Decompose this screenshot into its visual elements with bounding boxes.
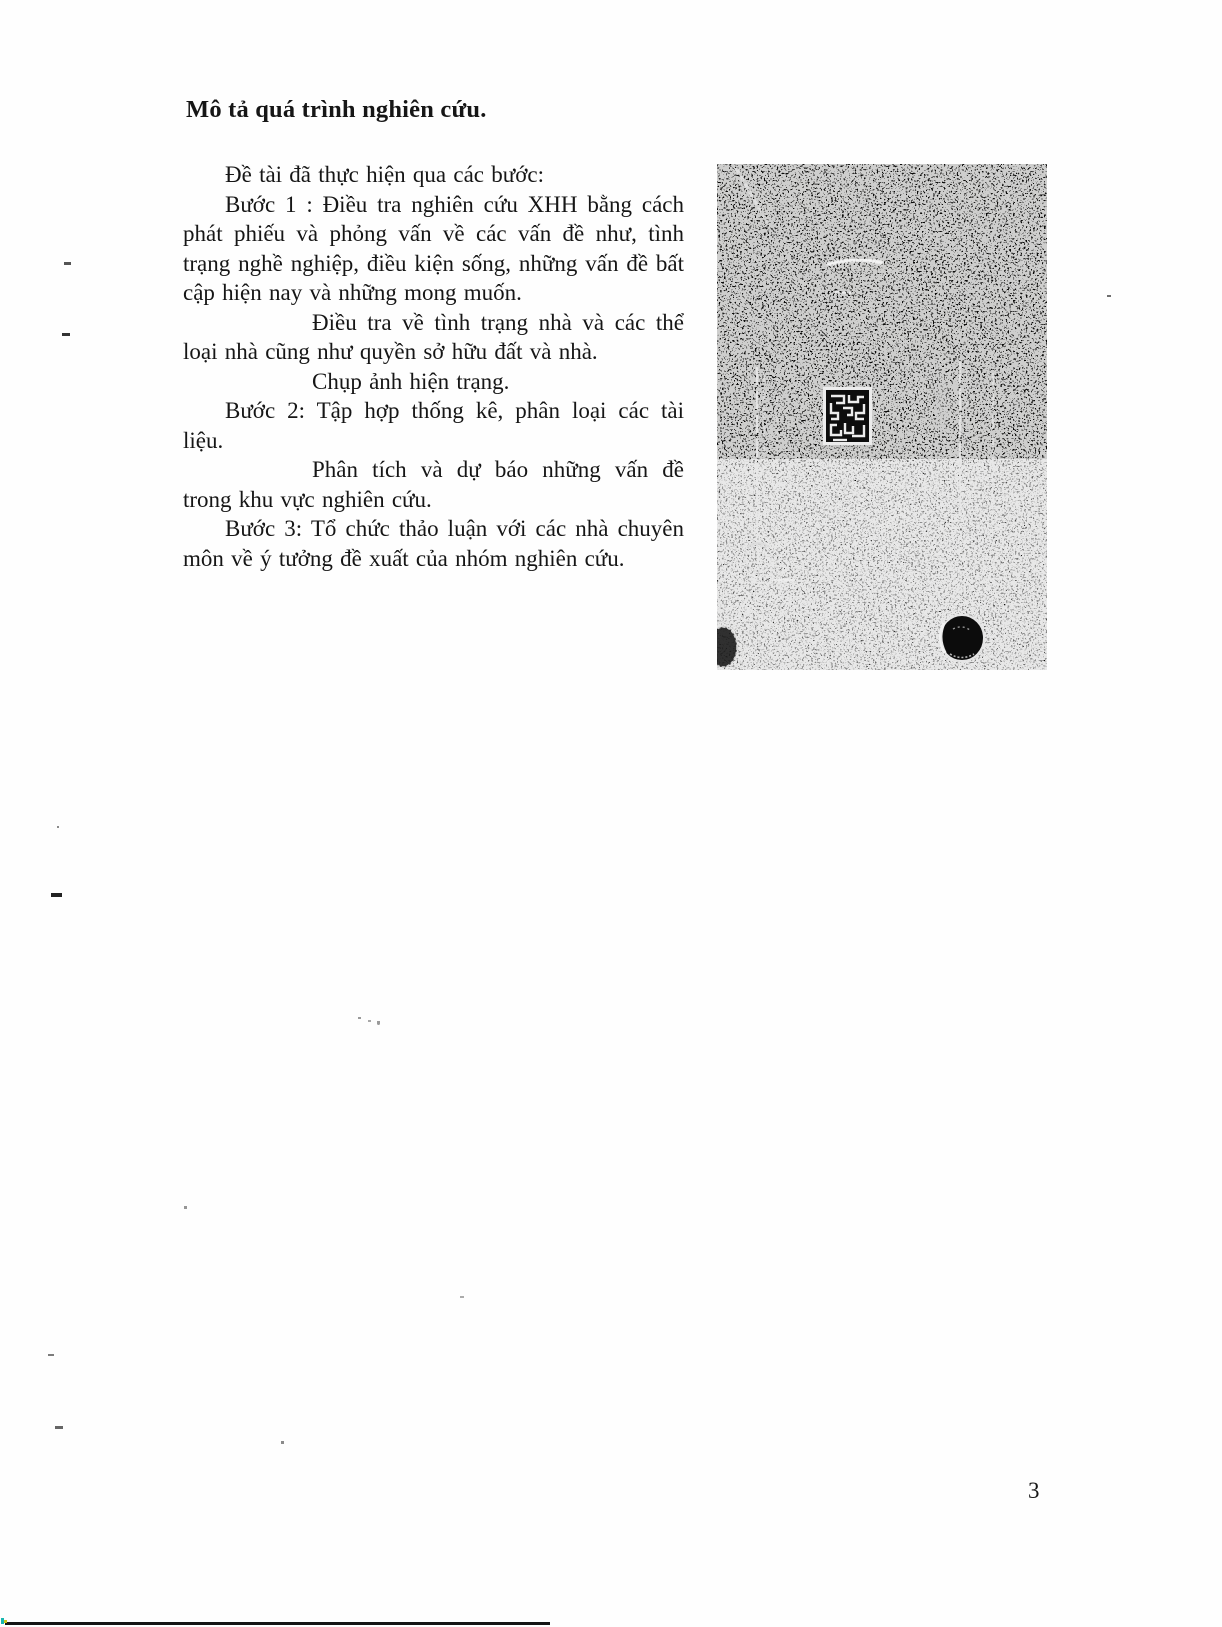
page-edge-line <box>5 1622 550 1625</box>
scan-artifact <box>1107 295 1111 297</box>
paragraph-survey: Điều tra về tình trạng nhà và các thể loại nhà cũng như quyền sở hữu đất và nhà. <box>183 309 684 364</box>
page-title: Mô tả quá trình nghiên cứu. <box>186 96 487 123</box>
scan-artifact <box>368 1020 371 1022</box>
scan-artifact <box>358 1017 361 1019</box>
paragraph-step-2: Bước 2: Tập hợp thống kê, phân loại các tài liệu. <box>183 398 684 453</box>
paragraph-step-3: Bước 3: Tổ chức thảo luận với các nhà chuyên môn về ý tưởng đề xuất của nhóm nghiên cứu. <box>183 516 684 571</box>
scan-artifact <box>184 1206 187 1209</box>
lattice-ornament-panel <box>821 389 873 450</box>
scan-artifact <box>55 1426 63 1429</box>
paragraph-step-1: Bước 1 : Điều tra nghiên cứu XHH bằng cách phát phiếu và phỏng vấn về các vấn đề như, tình trạng nghề nghiệp, điều kiện sống, những vấn đề bất cập hiện nay và những mong muốn. <box>183 191 684 305</box>
paragraph-analysis: Phân tích và dự báo những vấn đề trong khu vực nghiên cứu. <box>183 457 684 512</box>
scan-artifact <box>4 1620 7 1623</box>
page-number: 3 <box>1028 1478 1040 1503</box>
bright-jar <box>940 615 984 661</box>
paragraph-intro: Đề tài đã thực hiện qua các bước: <box>225 162 544 187</box>
paragraph-photos: Chụp ảnh hiện trạng. <box>312 368 510 394</box>
scan-artifact <box>51 893 62 897</box>
scan-artifact <box>48 1354 54 1356</box>
scan-artifact <box>1 1618 4 1624</box>
scan-artifact <box>62 333 70 336</box>
scan-artifact <box>57 826 59 828</box>
dark-interior-photograph <box>717 164 1047 670</box>
photo-canvas <box>717 164 1047 670</box>
body-text <box>183 160 684 573</box>
scan-artifact <box>64 262 71 265</box>
floor-noise-layer <box>717 459 1047 670</box>
scan-artifact <box>377 1021 380 1025</box>
scan-artifact <box>460 1296 464 1298</box>
scan-artifact <box>281 1441 284 1444</box>
